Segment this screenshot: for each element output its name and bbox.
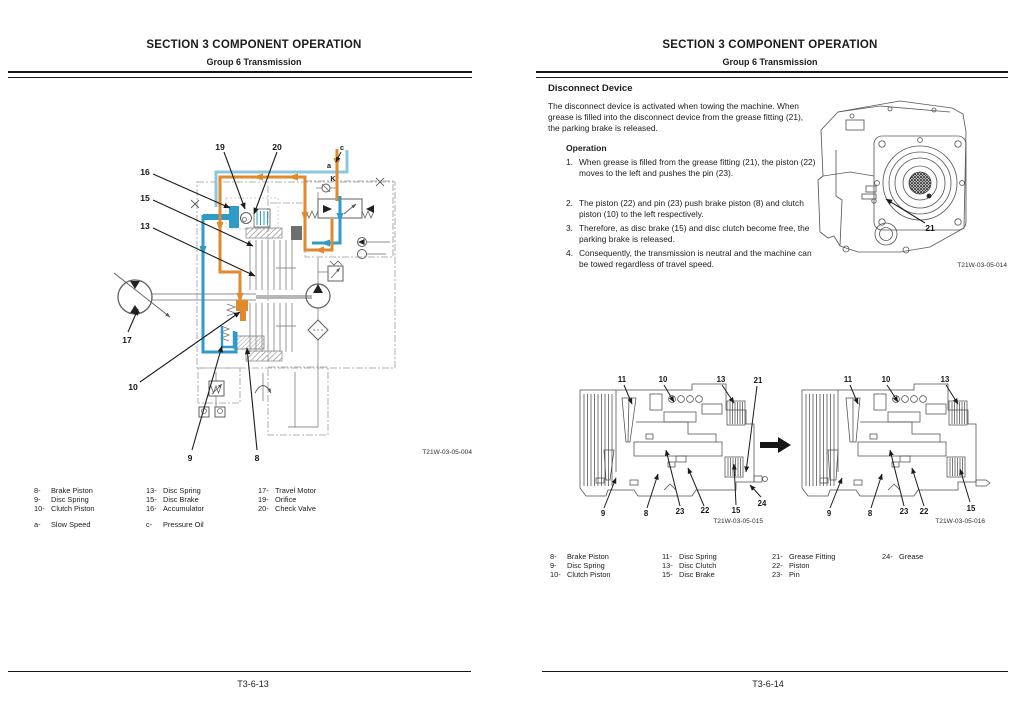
callout-leaders xyxy=(128,152,341,450)
legend-num: 22- xyxy=(772,560,783,570)
right-page-number: T3-6-14 xyxy=(752,679,784,689)
section-title: Disconnect Device xyxy=(548,83,633,94)
operation-step-1 xyxy=(566,157,821,179)
transmission-photo-figure xyxy=(808,96,1012,268)
left-page-number: T3-6-13 xyxy=(237,679,269,689)
callout-13: 13 xyxy=(140,221,150,231)
callout-11: 11 xyxy=(617,375,627,384)
callout-15: 15 xyxy=(140,193,150,203)
intro-paragraph: The disconnect device is activated when towing the machine. When grease is filled into the disconnect device from the grease fitting (21), the parking brake is released. xyxy=(548,101,804,133)
callout-22: 22 xyxy=(700,506,710,515)
legend-label: Disc Clutch xyxy=(679,560,717,570)
legend-num: 10- xyxy=(550,569,561,579)
legend-num: 15- xyxy=(146,494,157,504)
left-legend-col3 xyxy=(258,487,316,514)
callout-23: 23 xyxy=(675,507,685,516)
legend-label: Disc Brake xyxy=(163,494,199,504)
right-page-title: SECTION 3 COMPONENT OPERATION xyxy=(662,39,878,51)
legend-label: Piston xyxy=(789,560,810,570)
callout-8: 8 xyxy=(643,509,649,518)
step-number: 2. xyxy=(566,198,573,208)
legend-label: Slow Speed xyxy=(51,520,91,529)
label-c: c xyxy=(340,143,344,152)
callout-21: 21 xyxy=(925,223,935,233)
legend-num: 9- xyxy=(550,560,557,570)
legend-num: a- xyxy=(34,520,41,529)
step-text: Consequently, the transmission is neutral and the machine can be towed regardless of travel speed. xyxy=(579,248,812,269)
cross-section-before-caption: T21W-03-05-015 xyxy=(713,518,763,525)
legend-num: 17- xyxy=(258,486,269,495)
legend-label: Disc Brake xyxy=(679,569,715,579)
legend-num: 20- xyxy=(258,503,269,513)
legend-num: 10- xyxy=(34,503,45,513)
step-number: 4. xyxy=(566,248,573,258)
callout-22: 22 xyxy=(919,507,929,516)
right-header-rule xyxy=(536,71,1008,78)
legend-num: 8- xyxy=(550,552,557,561)
valve-arrows xyxy=(130,205,374,313)
legend-label: Pin xyxy=(789,569,800,579)
right-legend-col1 xyxy=(550,553,611,580)
shaft xyxy=(256,295,312,299)
transmission-figure-caption: T21W-03-05-014 xyxy=(957,262,1007,269)
operation-step-2 xyxy=(566,198,821,220)
left-legend-col2 xyxy=(146,487,204,514)
right-footer-rule xyxy=(542,671,1008,672)
callout-8: 8 xyxy=(867,509,873,518)
legend-label: Disc Spring xyxy=(679,552,717,561)
operation-step-3 xyxy=(566,223,821,245)
legend-num: 9- xyxy=(34,494,41,504)
cross-section-after-caption: T21W-03-05-016 xyxy=(935,518,985,525)
callout-17: 17 xyxy=(122,335,132,345)
legend-label: Disc Spring xyxy=(51,494,89,504)
callout-13: 13 xyxy=(940,375,950,384)
legend-label: Clutch Piston xyxy=(51,503,95,513)
transmission-internals xyxy=(152,188,390,427)
right-legend-col3 xyxy=(772,553,835,580)
left-footer-rule xyxy=(8,671,471,672)
callout-8: 8 xyxy=(254,453,260,463)
callout-19: 19 xyxy=(215,142,225,152)
right-legend-col4 xyxy=(882,553,923,562)
step-text: The piston (22) and pin (23) push brake piston (8) and clutch piston (10) to the left respectively. xyxy=(579,198,804,219)
legend-label: Disc Spring xyxy=(163,486,201,495)
operation-step-4 xyxy=(566,248,821,270)
callout-16: 16 xyxy=(140,167,150,177)
legend-num: 23- xyxy=(772,569,783,579)
right-legend-col2 xyxy=(662,553,717,580)
legend-num: c- xyxy=(146,520,153,529)
legend-label: Check Valve xyxy=(275,503,316,513)
callout-15: 15 xyxy=(966,504,976,513)
step-number: 1. xyxy=(566,157,573,167)
left-header-rule xyxy=(8,71,472,78)
callout-23: 23 xyxy=(899,507,909,516)
legend-num: 21- xyxy=(772,552,783,561)
callout-15: 15 xyxy=(731,506,741,515)
hub-notch xyxy=(927,194,932,199)
legend-label: Grease Fitting xyxy=(789,552,836,561)
legend-num: 13- xyxy=(146,486,157,495)
callout-9: 9 xyxy=(826,509,832,518)
legend-num: 19- xyxy=(258,494,269,504)
legend-num: 16- xyxy=(146,503,157,513)
left-page-subtitle: Group 6 Transmission xyxy=(206,57,302,67)
callout-9: 9 xyxy=(187,453,193,463)
legend-label: Disc Spring xyxy=(567,560,605,570)
label-a: a xyxy=(327,161,331,170)
callout-9: 9 xyxy=(600,509,606,518)
callout-10: 10 xyxy=(128,382,138,392)
callout-13: 13 xyxy=(716,375,726,384)
left-figure-caption: T21W-03-05-004 xyxy=(422,449,472,456)
label-k: K xyxy=(330,174,336,183)
section-drawing xyxy=(802,384,990,496)
legend-label: Accumulator xyxy=(163,503,205,513)
step-number: 3. xyxy=(566,223,573,233)
callout-11: 11 xyxy=(843,375,853,384)
right-page-subtitle: Group 6 Transmission xyxy=(722,57,818,67)
transition-arrow-icon xyxy=(760,436,792,454)
left-legend-note-c xyxy=(146,521,204,530)
legend-label: Orifice xyxy=(275,494,297,504)
legend-label: Travel Motor xyxy=(275,486,317,495)
operation-heading: Operation xyxy=(566,143,607,153)
legend-num: 15- xyxy=(662,569,673,579)
valve-symbols xyxy=(114,178,384,417)
left-legend-note-a xyxy=(34,521,90,530)
brake-piston-symbol xyxy=(234,336,264,349)
callout-21-leader xyxy=(886,199,925,223)
legend-label: Brake Piston xyxy=(567,552,609,561)
housing-hatch-top xyxy=(246,228,282,238)
left-page-title: SECTION 3 COMPONENT OPERATION xyxy=(146,39,362,51)
step-text: When grease is filled from the grease fitting (21), the piston (22) moves to the left and pushes the pin (23). xyxy=(579,157,816,178)
solid-block xyxy=(291,226,302,240)
callout-24: 24 xyxy=(757,499,767,508)
housing-hatch-bottom xyxy=(246,351,282,361)
cross-section-after xyxy=(798,372,998,530)
callout-10: 10 xyxy=(881,375,891,384)
legend-num: 8- xyxy=(34,486,41,495)
legend-num: 24- xyxy=(882,552,893,561)
legend-num: 11- xyxy=(662,552,673,561)
callout-21: 21 xyxy=(753,376,763,385)
legend-label: Pressure Oil xyxy=(163,520,204,529)
legend-label: Grease xyxy=(899,552,924,561)
shaft-spline-hub xyxy=(909,172,931,194)
cross-section-before xyxy=(576,372,776,530)
transmission-housing xyxy=(818,101,966,253)
callout-20: 20 xyxy=(272,142,282,152)
hydraulic-circuit-figure xyxy=(100,130,500,470)
callout-10: 10 xyxy=(658,375,668,384)
legend-num: 13- xyxy=(662,560,673,570)
legend-label: Brake Piston xyxy=(51,486,93,495)
step-text: Therefore, as disc brake (15) and disc clutch become free, the parking brake is released. xyxy=(579,223,810,244)
legend-label: Clutch Piston xyxy=(567,569,611,579)
left-legend-col1 xyxy=(34,487,95,514)
